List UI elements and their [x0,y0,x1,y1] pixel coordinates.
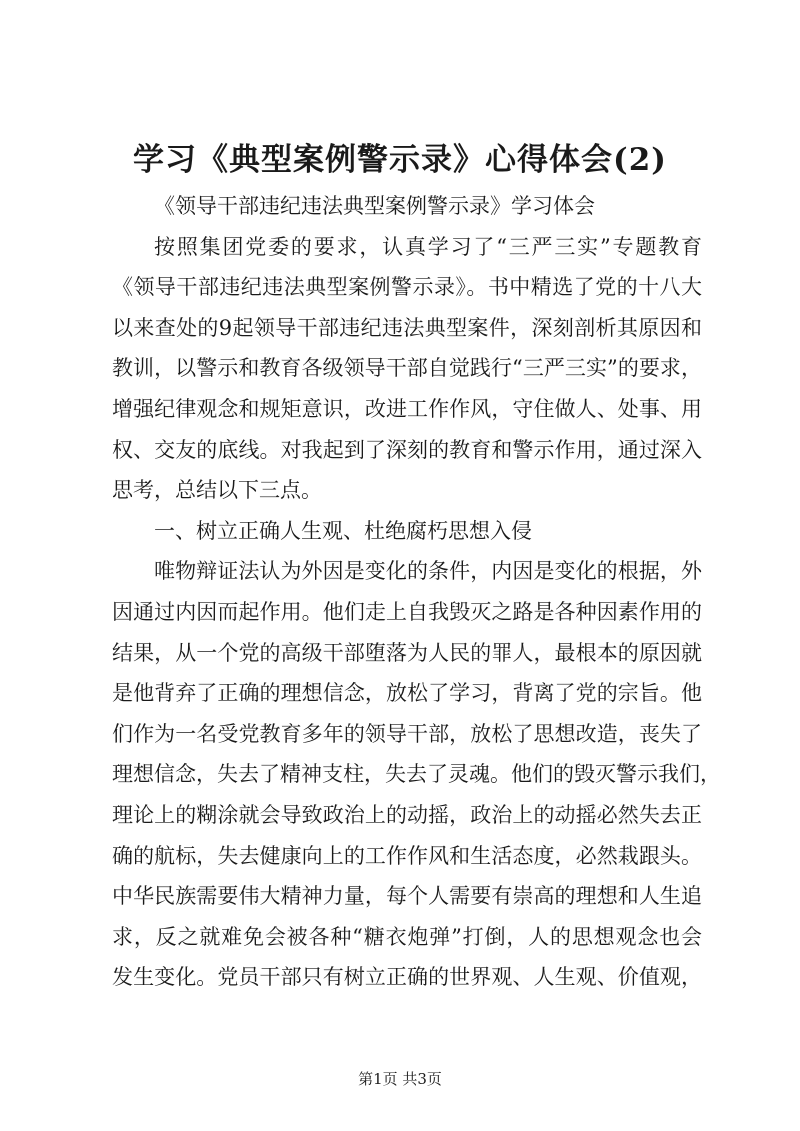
paragraph-line: 因通过内因而起作用。他们走上自我毁灭之路是各种因素作用的 [112,599,702,624]
paragraph-line: 发生变化。党员干部只有树立正确的世界观、人生观、价值观， [112,965,702,990]
paragraph-line: 以来查处的9起领导干部违纪违法典型案件，深刻剖析其原因和 [112,315,702,340]
paragraph-line: 求，反之就难免会被各种“糖衣炮弹”打倒，人的思想观念也会 [112,924,702,949]
paragraph-line: 们作为一名受党教育多年的领导干部，放松了思想改造，丧失了 [112,721,702,746]
paragraph-line: 确的航标，失去健康向上的工作作风和生活态度，必然栽跟头。 [112,843,702,868]
paragraph-line: 教训，以警示和教育各级领导干部自觉践行“三严三实”的要求， [112,356,702,381]
paragraph-line: 唯物辩证法认为外因是变化的条件，内因是变化的根据，外 [154,559,702,584]
subtitle-line: 《领导干部违纪违法典型案例警示录》学习体会 [154,194,595,218]
paragraph-line: 《领导干部违纪违法典型案例警示录》。书中精选了党的十八大 [112,275,702,300]
page-number: 第1页 共3页 [358,1070,442,1088]
paragraph-line: 理想信念，失去了精神支柱，失去了灵魂。他们的毁灭警示我们， [112,762,721,787]
section-heading: 一、树立正确人生观、杜绝腐朽思想入侵 [154,518,532,543]
paragraph-line: 结果，从一个党的高级干部堕落为人民的罪人，最根本的原因就 [112,640,702,665]
paragraph-line: 思考，总结以下三点。 [112,478,322,503]
paragraph-line: 按照集团党委的要求，认真学习了“三严三实”专题教育 [154,234,702,259]
document-body [112,186,721,998]
document-title: 学习《典型案例警示录》心得体会(2) [133,142,667,178]
paragraph-line: 是他背弃了正确的理想信念，放松了学习，背离了党的宗旨。他 [112,681,702,706]
paragraph-line: 理论上的糊涂就会导致政治上的动摇，政治上的动摇必然失去正 [112,802,702,827]
paragraph-line: 中华民族需要伟大精神力量，每个人需要有崇高的理想和人生追 [112,884,702,909]
paragraph-line: 权、交友的底线。对我起到了深刻的教育和警示作用，通过深入 [112,437,702,462]
paragraph-line: 增强纪律观念和规矩意识，改进工作作风，守住做人、处事、用 [112,396,702,421]
